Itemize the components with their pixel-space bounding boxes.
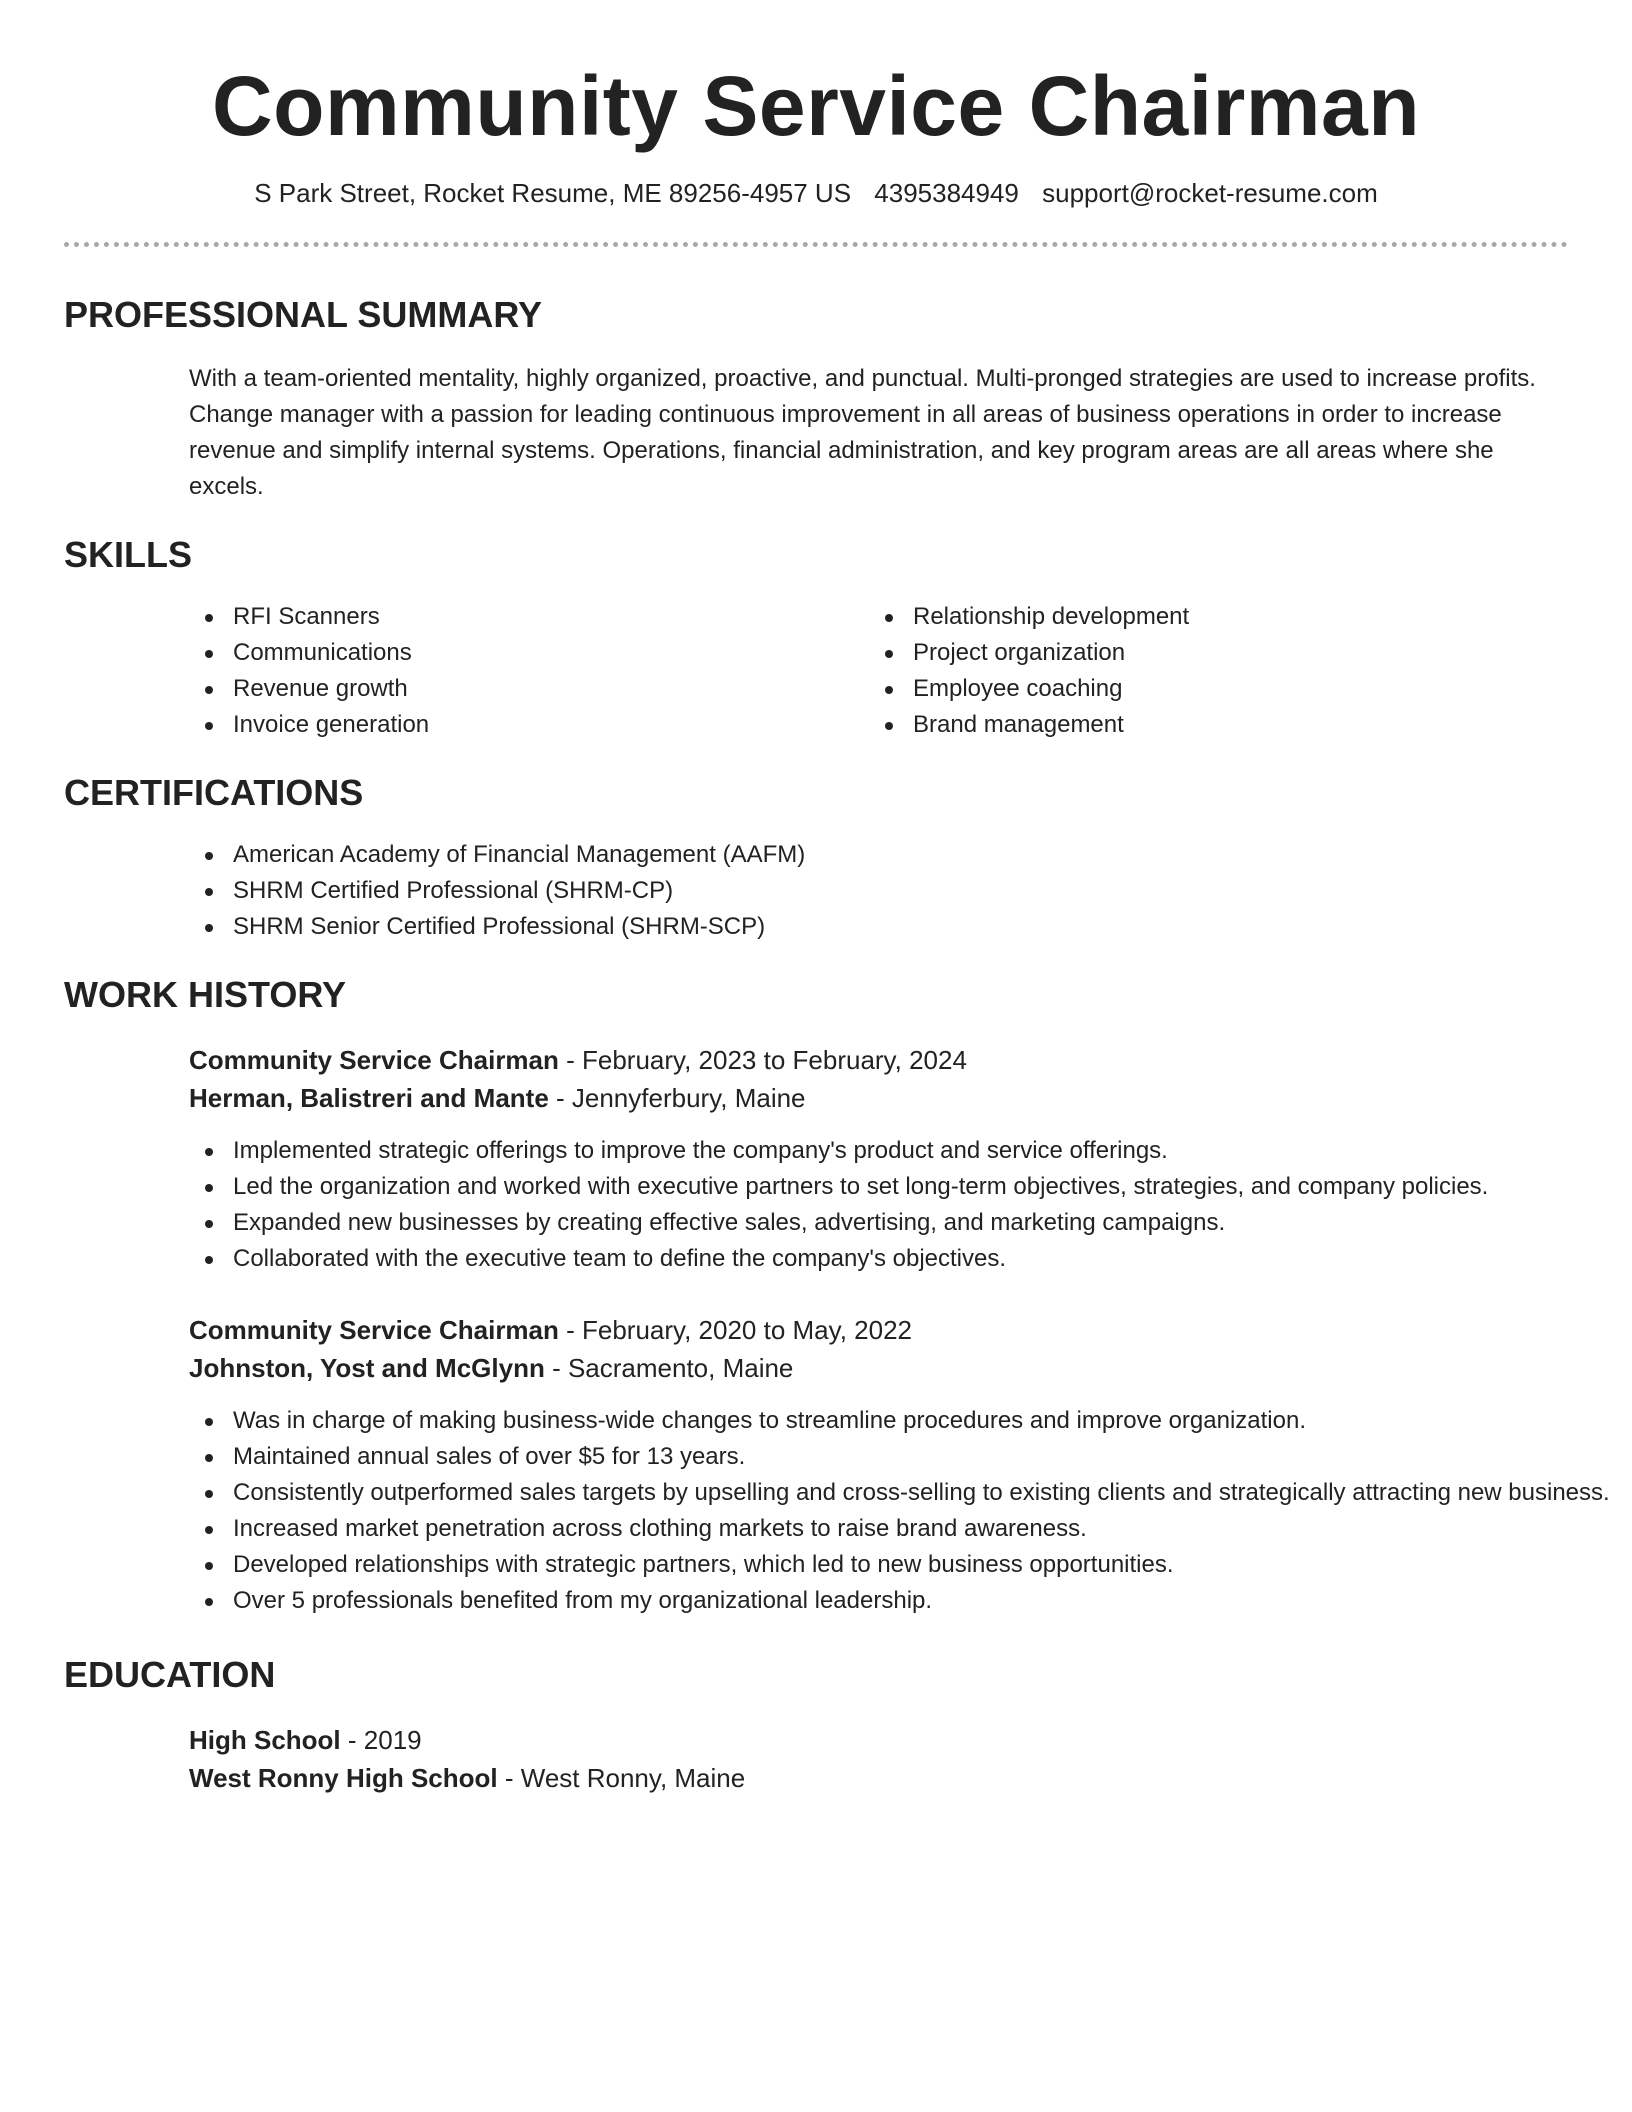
certifications-list (189, 837, 1568, 945)
skill-item: Project organization (869, 635, 1549, 671)
job-location: - Jennyferbury, Maine (548, 1083, 806, 1113)
work-history-heading: WORK HISTORY (64, 974, 347, 1015)
job-role: Community Service Chairman (189, 1045, 559, 1075)
job-bullet: Led the organization and worked with executive partners to set long-term objectives, strategies, and company policies. (189, 1169, 1629, 1205)
job-entry (189, 1041, 1568, 1277)
job-bullet: Consistently outperformed sales targets by upselling and cross-selling to existing clients and strategically attracting new business. (189, 1475, 1629, 1511)
job-dates: - February, 2023 to February, 2024 (558, 1045, 967, 1075)
skill-item: RFI Scanners (189, 599, 869, 635)
job-bullet: Expanded new businesses by creating effective sales, advertising, and marketing campaigns. (189, 1205, 1629, 1241)
skill-item: Employee coaching (869, 671, 1549, 707)
job-company-line (189, 1349, 1568, 1387)
job-title-line (189, 1311, 1568, 1349)
job-bullet: Developed relationships with strategic partners, which led to new business opportunities. (189, 1547, 1629, 1583)
job-bullet: Increased market penetration across clothing markets to raise brand awareness. (189, 1511, 1629, 1547)
education-heading: EDUCATION (64, 1654, 276, 1695)
job-dates: - February, 2020 to May, 2022 (558, 1315, 912, 1345)
summary-heading: PROFESSIONAL SUMMARY (64, 294, 543, 335)
job-bullets (189, 1403, 1629, 1619)
job-company: Herman, Balistreri and Mante (189, 1083, 549, 1113)
skills-heading: SKILLS (64, 534, 193, 575)
skill-item: Revenue growth (189, 671, 869, 707)
contact-info (64, 178, 1568, 208)
job-entry (189, 1311, 1610, 1619)
certification-item: SHRM Certified Professional (SHRM-CP) (189, 873, 1568, 909)
job-bullet: Maintained annual sales of over $5 for 13 years. (189, 1439, 1629, 1475)
job-bullet: Implemented strategic offerings to improve the company's product and service offerings. (189, 1133, 1629, 1169)
job-bullet: Was in charge of making business-wide changes to streamline procedures and improve organization. (189, 1403, 1629, 1439)
skill-item: Communications (189, 635, 869, 671)
job-company-line (189, 1079, 1568, 1117)
job-company: Johnston, Yost and McGlynn (189, 1353, 545, 1383)
resume-name: Community Service Chairman (211, 59, 1421, 153)
education-degree-line (189, 1721, 1568, 1759)
skills-section (64, 535, 1568, 743)
skill-item: Brand management (869, 707, 1549, 743)
skill-item: Invoice generation (189, 707, 869, 743)
education-year: - 2019 (340, 1725, 422, 1755)
skill-item: Relationship development (869, 599, 1549, 635)
education-school-line (189, 1759, 1568, 1797)
job-title-line (189, 1041, 1568, 1079)
contact-email: support@rocket-resume.com (1042, 178, 1378, 208)
header-divider (64, 242, 1568, 247)
job-bullet: Collaborated with the executive team to define the company's objectives. (189, 1241, 1629, 1277)
education-degree: High School (189, 1725, 341, 1755)
summary-text: With a team-oriented mentality, highly organized, proactive, and punctual. Multi-pronged strategies are used to increase profits. Change manager with a passion for leading continuous improvement in all areas of business operations in order to increase revenue and simplify internal systems. Operations, financial administration, and key program areas are all areas where she excels. (189, 365, 1536, 500)
certifications-heading: CERTIFICATIONS (64, 772, 364, 813)
summary-section (64, 295, 1568, 505)
skills-column-left (189, 599, 869, 743)
education-entry (189, 1721, 1568, 1797)
job-location: - Sacramento, Maine (544, 1353, 794, 1383)
job-role: Community Service Chairman (189, 1315, 559, 1345)
skills-column-right (869, 599, 1549, 743)
certifications-section (64, 773, 1568, 945)
education-school: West Ronny High School (189, 1763, 498, 1793)
certification-item: American Academy of Financial Management (AAFM) (189, 837, 1568, 873)
job-bullet: Over 5 professionals benefited from my organizational leadership. (189, 1583, 1629, 1619)
certification-item: SHRM Senior Certified Professional (SHRM-SCP) (189, 909, 1568, 945)
skills-grid (189, 599, 1568, 743)
contact-address: S Park Street, Rocket Resume, ME 89256-4957 US (254, 178, 852, 208)
work-history-section (64, 974, 1610, 1619)
education-location: - West Ronny, Maine (497, 1763, 746, 1793)
education-section (64, 1655, 1568, 1797)
job-bullets (189, 1133, 1629, 1277)
contact-phone: 4395384949 (874, 178, 1019, 208)
